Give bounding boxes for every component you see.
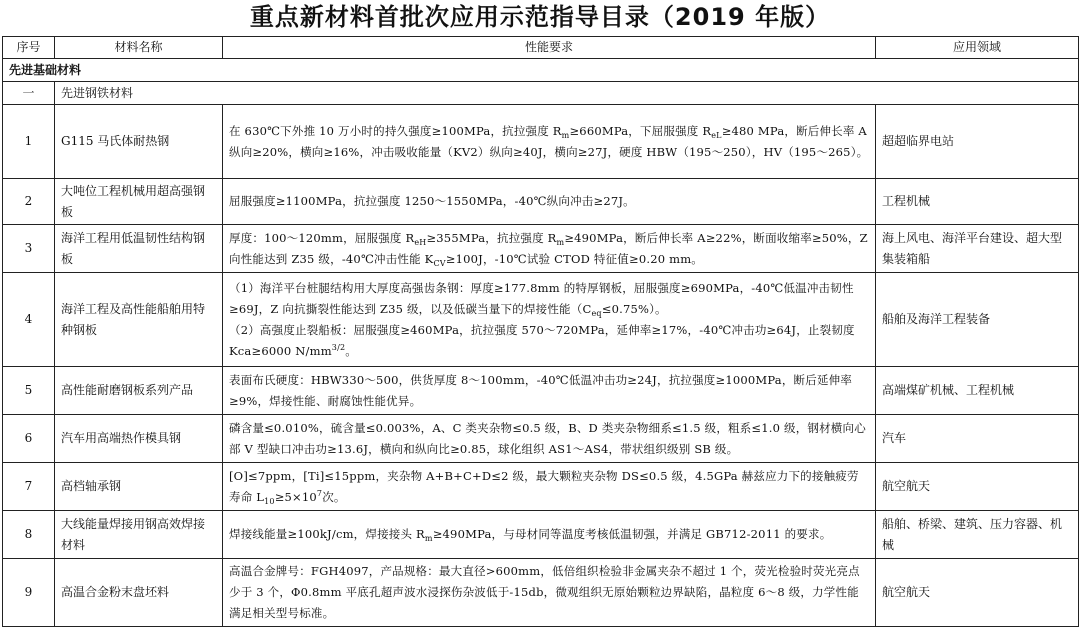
section-row <box>3 59 1079 82</box>
row-no: 6 <box>3 415 55 463</box>
row-application: 高端煤矿机械、工程机械 <box>876 367 1079 415</box>
table-row <box>3 463 1079 511</box>
row-application: 汽车 <box>876 415 1079 463</box>
header-requirements: 性能要求 <box>223 37 876 59</box>
row-application: 超超临界电站 <box>876 105 1079 179</box>
row-no: 5 <box>3 367 55 415</box>
spec-subscript: 10 <box>264 496 275 506</box>
header-no: 序号 <box>3 37 55 59</box>
row-material-name: 高性能耐磨钢板系列产品 <box>55 367 223 415</box>
spec-superscript: 7 <box>316 488 323 498</box>
spec-text: （2）高强度止裂船板：屈服强度≥460MPa，抗拉强度 570～720MPa，延伸率≥17%，-40℃冲击功≥64J，止裂韧度 Kca≥6000 N/mm <box>229 322 855 358</box>
spec-subscript: eq <box>591 308 602 318</box>
row-requirements <box>223 511 876 559</box>
row-material-name: G115 马氏体耐热钢 <box>55 105 223 179</box>
spec-subscript: CV <box>433 258 446 268</box>
spec-subscript: m <box>561 130 570 140</box>
spec-text: ≥480 MPa，断后伸长率 A 纵向≥20%，横向≥16%，冲击吸收能量（KV2）纵向≥40J，横向≥27J，硬度 HBW（195～250），HV（195～265）。 <box>229 123 869 159</box>
table-row <box>3 559 1079 627</box>
row-requirements <box>223 105 876 179</box>
row-requirements: 磷含量≤0.010%，硫含量≤0.003%，A、C 类夹杂物≤0.5 级，B、D 类夹杂物细系≤1.5 级，粗系≤1.0 级，钢材横向心部 V 型缺口冲击功≥13.6J，横向和纵向比≥0.85，球化组织 AS1～AS4，带状组织级别 SB 级。 <box>223 415 876 463</box>
row-application: 航空航天 <box>876 463 1079 511</box>
spec-subscript: m <box>556 237 565 247</box>
row-requirements: 表面布氏硬度：HBW330～500，供货厚度 8～100mm，-40℃低温冲击功≥24J，抗拉强度≥1000MPa，断后延伸率≥9%，焊接性能、耐腐蚀性能优异。 <box>223 367 876 415</box>
spec-paragraph-1 <box>229 278 869 320</box>
row-material-name: 高档轴承钢 <box>55 463 223 511</box>
subsection-name: 先进钢铁材料 <box>55 82 1079 105</box>
table-row <box>3 367 1079 415</box>
spec-text: 。 <box>345 343 357 358</box>
row-requirements: 屈服强度≥1100MPa，抗拉强度 1250～1550MPa，-40℃纵向冲击≥27J。 <box>223 179 876 225</box>
row-material-name: 大线能量焊接用钢高效焊接材料 <box>55 511 223 559</box>
spec-text: 次。 <box>322 489 346 504</box>
spec-text: ≥5×10 <box>274 489 317 504</box>
row-no: 8 <box>3 511 55 559</box>
row-requirements <box>223 225 876 273</box>
subsection-no: 一 <box>3 82 55 105</box>
spec-subscript: eL <box>711 130 722 140</box>
row-requirements <box>223 463 876 511</box>
row-material-name: 高温合金粉末盘坯料 <box>55 559 223 627</box>
page-title: 重点新材料首批次应用示范指导目录（2019 年版） <box>249 3 831 31</box>
row-no: 7 <box>3 463 55 511</box>
row-no: 1 <box>3 105 55 179</box>
spec-text: 焊接线能量≥100kJ/cm，焊接接头 R <box>229 527 425 541</box>
table-row <box>3 179 1079 225</box>
table-row <box>3 225 1079 273</box>
table-row <box>3 105 1079 179</box>
header-application: 应用领域 <box>876 37 1079 59</box>
spec-text: 在 630℃下外推 10 万小时的持久强度≥100MPa，抗拉强度 R <box>229 123 562 138</box>
row-requirements: 高温合金牌号：FGH4097，产品规格：最大直径>600mm，低倍组织检验非金属夹杂不超过 1 个，荧光检验时荧光亮点少于 3 个，Φ0.8mm 平底孔超声波水浸探伤杂波低于-15db，微观组织无原始颗粒边界缺陷，晶粒度 6～8 级，力学性能满足相关型号标准。 <box>223 559 876 627</box>
row-material-name: 海洋工程及高性能船舶用特种钢板 <box>55 273 223 367</box>
row-material-name: 大吨位工程机械用超高强钢板 <box>55 179 223 225</box>
row-application: 航空航天 <box>876 559 1079 627</box>
spec-text: ≤0.75%）。 <box>601 301 667 316</box>
row-application: 船舶、桥梁、建筑、压力容器、机械 <box>876 511 1079 559</box>
spec-text: ≥355MPa，抗拉强度 R <box>426 230 557 245</box>
table-row <box>3 273 1079 367</box>
section-title: 先进基础材料 <box>3 59 1079 82</box>
spec-subscript: m <box>424 534 433 543</box>
row-application: 海上风电、海洋平台建设、超大型集装箱船 <box>876 225 1079 273</box>
row-no: 4 <box>3 273 55 367</box>
table-row <box>3 511 1079 559</box>
spec-text: ≥490MPa，断后伸长率 A≥22%，断面收缩率≥50%，Z 向性能达到 Z35 级，-40℃冲击性能 K <box>229 230 868 266</box>
row-no: 9 <box>3 559 55 627</box>
catalog-table <box>2 36 1079 627</box>
row-material-name: 汽车用高端热作模具钢 <box>55 415 223 463</box>
subsection-row <box>3 82 1079 105</box>
spec-text: 厚度：100～120mm，屈服强度 R <box>229 230 415 245</box>
spec-text: ≥660MPa，下屈服强度 R <box>569 123 712 138</box>
spec-text: [O]≤7ppm，[Ti]≤15ppm，夹杂物 A+B+C+D≤2 级，最大颗粒夹杂物 DS≤0.5 级，4.5GPa 赫兹应力下的接触疲劳寿命 L <box>229 468 859 504</box>
row-material-name: 海洋工程用低温韧性结构钢板 <box>55 225 223 273</box>
spec-text: ≥490MPa，与母材同等温度考核低温韧强，并满足 GB712-2011 的要求。 <box>432 527 832 541</box>
table-row <box>3 415 1079 463</box>
spec-text: ≥100J，-10℃试验 CTOD 特征值≥0.20 mm。 <box>445 251 703 266</box>
header-material-name: 材料名称 <box>55 37 223 59</box>
row-application: 船舶及海洋工程装备 <box>876 273 1079 367</box>
row-no: 2 <box>3 179 55 225</box>
spec-text: （1）海洋平台桩腿结构用大厚度高强齿条钢：厚度≥177.8mm 的特厚钢板，屈服强度≥690MPa，-40℃低温冲击韧性≥69J，Z 向抗撕裂性能达到 Z35 级，以及低碳当量下的焊接性能（C <box>229 280 854 316</box>
spec-superscript: 3/2 <box>331 342 346 352</box>
spec-subscript: eH <box>414 237 427 247</box>
spec-paragraph-2 <box>229 320 869 362</box>
table-header-row <box>3 37 1079 59</box>
row-application: 工程机械 <box>876 179 1079 225</box>
row-no: 3 <box>3 225 55 273</box>
row-requirements <box>223 273 876 367</box>
